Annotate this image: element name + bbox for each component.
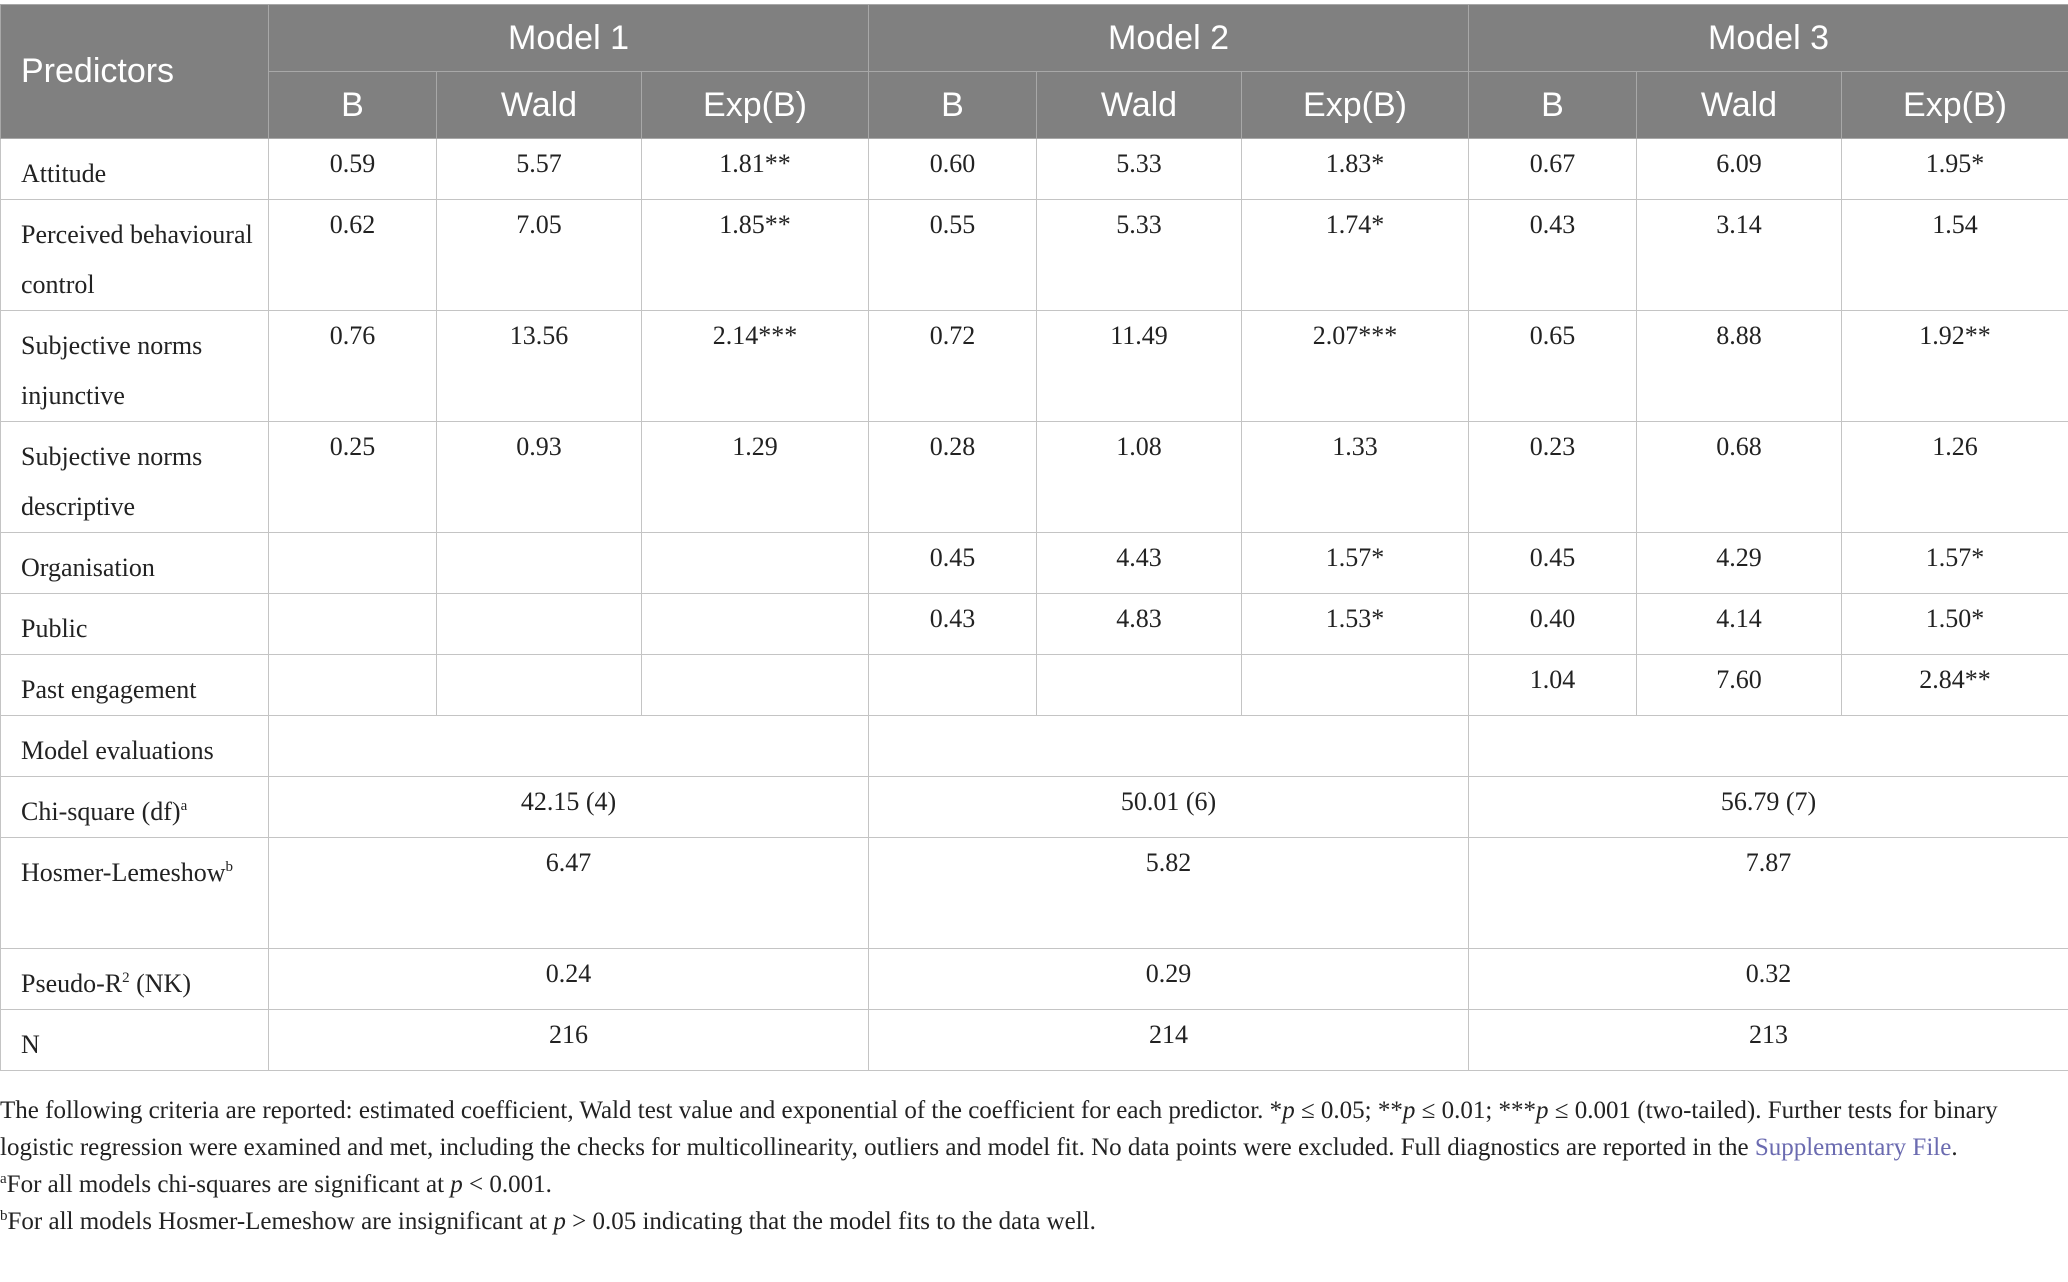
cell-value: 6.47 — [269, 838, 869, 949]
footnote-marker: b — [0, 1208, 8, 1224]
model-evaluations-row — [1, 716, 2068, 777]
note-p: p — [553, 1208, 566, 1235]
cell-value: 0.67 — [1469, 139, 1637, 200]
cell-empty — [1469, 716, 2068, 777]
subhead-expb: Exp(B) — [642, 72, 869, 139]
n-row — [1, 1010, 2068, 1071]
cell-value: 11.49 — [1037, 311, 1242, 422]
cell-value: 1.50* — [1842, 594, 2068, 655]
table-row — [1, 311, 2068, 422]
cell-value: 8.88 — [1637, 311, 1842, 422]
cell-value: 1.92** — [1842, 311, 2068, 422]
cell-value: 2.14*** — [642, 311, 869, 422]
cell-value: 0.62 — [269, 200, 437, 311]
header-row-subheads — [1, 72, 2068, 139]
pseudo-label-post: (NK) — [129, 969, 191, 998]
table-row — [1, 200, 2068, 311]
cell-value: 7.60 — [1637, 655, 1842, 716]
cell-value — [642, 533, 869, 594]
cell-value: 1.81** — [642, 139, 869, 200]
subhead-wald: Wald — [1637, 72, 1842, 139]
cell-value: 4.14 — [1637, 594, 1842, 655]
header-model-1: Model 1 — [269, 5, 869, 72]
header-model-3: Model 3 — [1469, 5, 2068, 72]
row-label: Public — [1, 594, 269, 655]
table-row — [1, 533, 2068, 594]
chi-square-row — [1, 777, 2068, 838]
header-model-2: Model 2 — [869, 5, 1469, 72]
cell-value: 0.43 — [1469, 200, 1637, 311]
cell-value — [1037, 655, 1242, 716]
cell-empty — [269, 716, 869, 777]
note-p: p — [1402, 1097, 1416, 1124]
cell-value: 1.74* — [1242, 200, 1469, 311]
note-text: . — [1951, 1134, 1958, 1161]
cell-value: 2.84** — [1842, 655, 2068, 716]
cell-empty — [869, 716, 1469, 777]
cell-value: 13.56 — [437, 311, 642, 422]
cell-value: 0.55 — [869, 200, 1037, 311]
row-label — [1, 949, 269, 1010]
cell-value: 0.45 — [1469, 533, 1637, 594]
cell-value: 56.79 (7) — [1469, 777, 2068, 838]
row-label: Organisation — [1, 533, 269, 594]
subhead-expb: Exp(B) — [1842, 72, 2068, 139]
row-label: Subjective norms descriptive — [1, 422, 269, 533]
note-p: p — [1282, 1097, 1295, 1124]
cell-value — [437, 533, 642, 594]
subhead-b: B — [869, 72, 1037, 139]
cell-value: 7.87 — [1469, 838, 2068, 949]
note-text: ≤ 0.001 (two-tailed). Further tests for binary logistic regression were examined and met, including the checks for multicollinearity, outliers and model fit. No data points were excluded. Full diagnostics are reported in the — [0, 1097, 1998, 1161]
header-predictors: Predictors — [1, 5, 269, 139]
cell-value — [642, 655, 869, 716]
chi-square-label: Chi-square (df) — [21, 797, 181, 826]
subhead-b: B — [1469, 72, 1637, 139]
cell-value: 0.29 — [869, 949, 1469, 1010]
cell-value: 5.33 — [1037, 200, 1242, 311]
cell-value: 2.07*** — [1242, 311, 1469, 422]
cell-value: 0.25 — [269, 422, 437, 533]
cell-value: 0.68 — [1637, 422, 1842, 533]
cell-value — [269, 655, 437, 716]
footnote-b — [0, 1203, 2068, 1240]
row-label: Model evaluations — [1, 716, 269, 777]
cell-value: 0.60 — [869, 139, 1037, 200]
note-text: ≤ 0.05; ** — [1294, 1097, 1403, 1124]
row-label: Perceived behavioural control — [1, 200, 269, 311]
supplementary-file-link[interactable]: Supplementary File — [1754, 1134, 1952, 1161]
table-row — [1, 655, 2068, 716]
pseudo-label-pre: Pseudo-R — [21, 969, 123, 998]
cell-value — [642, 594, 869, 655]
cell-value: 1.53* — [1242, 594, 1469, 655]
cell-value: 6.09 — [1637, 139, 1842, 200]
cell-value: 216 — [269, 1010, 869, 1071]
cell-value: 50.01 (6) — [869, 777, 1469, 838]
subhead-expb: Exp(B) — [1242, 72, 1469, 139]
cell-value: 0.72 — [869, 311, 1037, 422]
table-row — [1, 139, 2068, 200]
cell-value: 0.24 — [269, 949, 869, 1010]
cell-value: 1.08 — [1037, 422, 1242, 533]
note-p: p — [450, 1171, 463, 1198]
row-label — [1, 838, 269, 949]
row-label: Past engagement — [1, 655, 269, 716]
hosmer-lemeshow-row — [1, 838, 2068, 949]
cell-value: 1.57* — [1242, 533, 1469, 594]
cell-value: 0.93 — [437, 422, 642, 533]
table-row — [1, 594, 2068, 655]
row-label — [1, 777, 269, 838]
cell-value: 5.82 — [869, 838, 1469, 949]
cell-value: 4.83 — [1037, 594, 1242, 655]
cell-value: 5.33 — [1037, 139, 1242, 200]
cell-value: 214 — [869, 1010, 1469, 1071]
row-label: Subjective norms injunctive — [1, 311, 269, 422]
cell-value: 0.59 — [269, 139, 437, 200]
cell-value: 1.85** — [642, 200, 869, 311]
pseudo-r2-row — [1, 949, 2068, 1010]
subhead-wald: Wald — [437, 72, 642, 139]
cell-value: 1.26 — [1842, 422, 2068, 533]
footnote-main — [0, 1092, 2068, 1166]
note-text: For all models Hosmer-Lemeshow are insignificant at — [7, 1208, 554, 1235]
cell-value — [437, 594, 642, 655]
cell-value: 1.83* — [1242, 139, 1469, 200]
cell-value: 3.14 — [1637, 200, 1842, 311]
footnote-marker: a — [0, 1171, 7, 1187]
cell-value: 4.29 — [1637, 533, 1842, 594]
cell-value: 0.23 — [1469, 422, 1637, 533]
cell-value: 4.43 — [1037, 533, 1242, 594]
cell-value: 0.43 — [869, 594, 1037, 655]
cell-value: 42.15 (4) — [269, 777, 869, 838]
cell-value — [1242, 655, 1469, 716]
note-text: ≤ 0.01; *** — [1415, 1097, 1537, 1124]
note-text: < 0.001. — [462, 1171, 552, 1198]
cell-value: 0.32 — [1469, 949, 2068, 1010]
cell-value: 1.04 — [1469, 655, 1637, 716]
cell-value — [437, 655, 642, 716]
footnote-marker: a — [180, 798, 188, 814]
footnote-marker: b — [225, 859, 234, 875]
cell-value — [269, 533, 437, 594]
cell-value: 7.05 — [437, 200, 642, 311]
note-text: For all models chi-squares are significant at — [6, 1171, 451, 1198]
cell-value: 1.57* — [1842, 533, 2068, 594]
superscript-2: 2 — [122, 970, 130, 986]
cell-value: 0.40 — [1469, 594, 1637, 655]
row-label: Attitude — [1, 139, 269, 200]
table-row — [1, 422, 2068, 533]
cell-value: 1.33 — [1242, 422, 1469, 533]
subhead-wald: Wald — [1037, 72, 1242, 139]
cell-value: 1.95* — [1842, 139, 2068, 200]
hosmer-lemeshow-label: Hosmer-Lemeshow — [21, 858, 226, 887]
table-footnotes — [0, 1092, 2068, 1240]
note-text: The following criteria are reported: estimated coefficient, Wald test value and exponential of the coefficient for each predictor. * — [0, 1097, 1283, 1124]
subhead-b: B — [269, 72, 437, 139]
note-p: p — [1536, 1097, 1549, 1124]
footnote-a — [0, 1166, 2068, 1203]
header-row-models — [1, 5, 2068, 72]
regression-table — [0, 4, 2068, 1071]
cell-value — [269, 594, 437, 655]
cell-value: 0.45 — [869, 533, 1037, 594]
cell-value: 1.29 — [642, 422, 869, 533]
cell-value: 0.28 — [869, 422, 1037, 533]
cell-value: 213 — [1469, 1010, 2068, 1071]
cell-value: 5.57 — [437, 139, 642, 200]
cell-value: 0.65 — [1469, 311, 1637, 422]
cell-value — [869, 655, 1037, 716]
row-label: N — [1, 1010, 269, 1071]
cell-value: 0.76 — [269, 311, 437, 422]
cell-value: 1.54 — [1842, 200, 2068, 311]
note-text: > 0.05 indicating that the model fits to the data well. — [565, 1208, 1096, 1235]
